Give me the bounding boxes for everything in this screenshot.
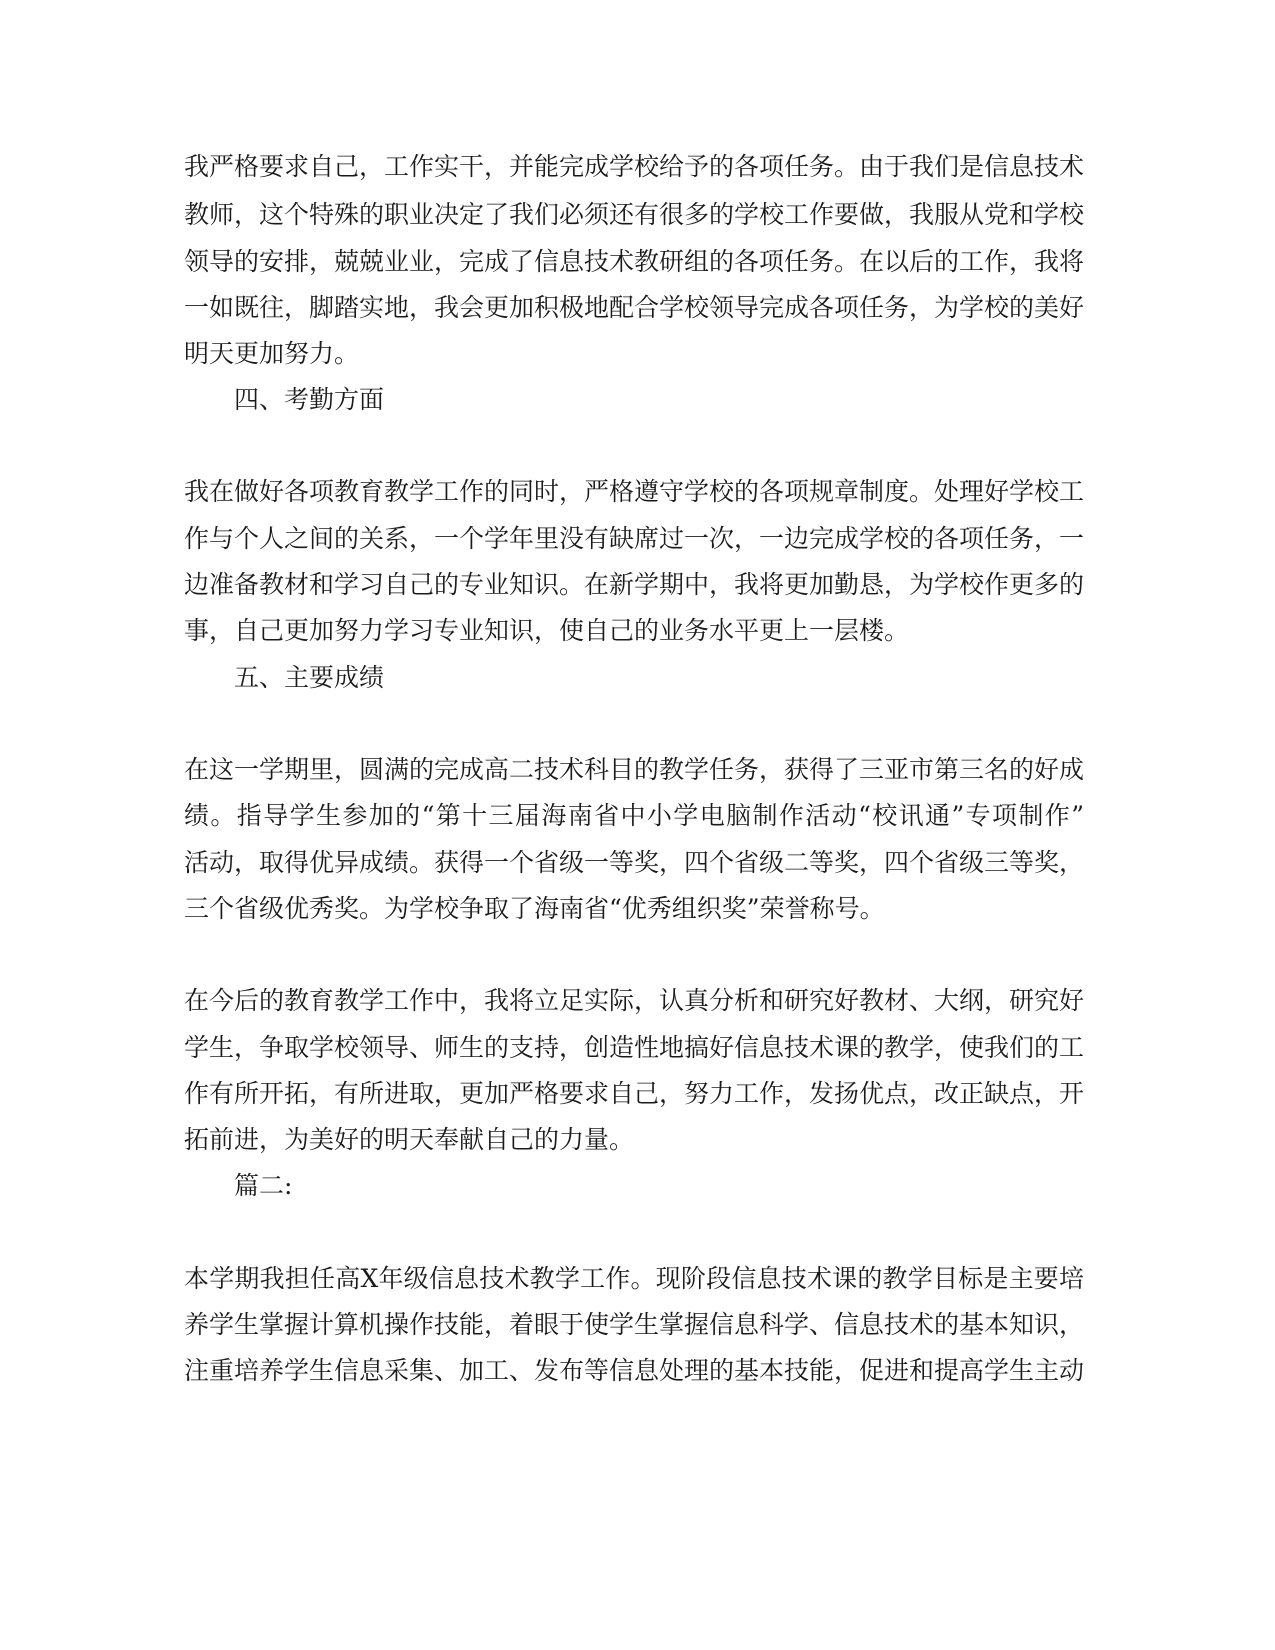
paragraph-line: 我严格要求自己，工作实干，并能完成学校给予的各项任务。由于我们是信息技术 xyxy=(184,152,1085,181)
paragraph-line: 明天更加努力。 xyxy=(184,339,360,368)
paragraph-line: 我在做好各项教育教学工作的同时，严格遵守学校的各项规章制度。处理好学校工 xyxy=(184,477,1085,506)
section-heading: 篇二: xyxy=(234,1171,293,1200)
paragraph-line: 边准备教材和学习自己的专业知识。在新学期中，我将更加勤恳，为学校作更多的 xyxy=(184,570,1085,599)
paragraph-line: 领导的安排，兢兢业业，完成了信息技术教研组的各项任务。在以后的工作，我将 xyxy=(184,247,1085,276)
paragraph-line: 拓前进，为美好的明天奉献自己的力量。 xyxy=(184,1125,635,1154)
section-heading: 五、主要成绩 xyxy=(234,663,385,692)
section-heading: 四、考勤方面 xyxy=(234,385,385,414)
paragraph-line: 教师，这个特殊的职业决定了我们必须还有很多的学校工作要做，我服从党和学校 xyxy=(184,200,1085,229)
paragraph-line: 事，自己更加努力学习专业知识，使自己的业务水平更上一层楼。 xyxy=(184,616,910,645)
paragraph-line: 在这一学期里，圆满的完成高二技术科目的教学任务，获得了三亚市第三名的好成 xyxy=(184,755,1085,784)
paragraph-line: 一如既往，脚踏实地，我会更加积极地配合学校领导完成各项任务，为学校的美好 xyxy=(184,293,1085,322)
paragraph-line: 活动，取得优异成绩。获得一个省级一等奖，四个省级二等奖，四个省级三等奖， xyxy=(184,848,1085,877)
paragraph-line: 三个省级优秀奖。为学校争取了海南省“优秀组织奖”荣誉称号。 xyxy=(184,894,885,923)
paragraph-line: 作与个人之间的关系，一个学年里没有缺席过一次，一边完成学校的各项任务，一 xyxy=(184,524,1085,553)
paragraph-line: 学生，争取学校领导、师生的支持，创造性地搞好信息技术课的教学，使我们的工 xyxy=(184,1033,1085,1062)
paragraph-line: 养学生掌握计算机操作技能，着眼于使学生掌握信息科学、信息技术的基本知识， xyxy=(184,1310,1085,1339)
paragraph-line: 在今后的教育教学工作中，我将立足实际，认真分析和研究好教材、大纲，研究好 xyxy=(184,986,1085,1015)
paragraph-line: 注重培养学生信息采集、加工、发布等信息处理的基本技能，促进和提高学生主动 xyxy=(184,1356,1085,1385)
paragraph-line: 本学期我担任高X年级信息技术教学工作。现阶段信息技术课的教学目标是主要培 xyxy=(184,1264,1084,1293)
paragraph-line: 绩。指导学生参加的“第十三届海南省中小学电脑制作活动“校讯通”专项制作” xyxy=(184,801,1084,830)
paragraph-line: 作有所开拓，有所进取，更加严格要求自己，努力工作，发扬优点，改正缺点，开 xyxy=(184,1079,1085,1108)
